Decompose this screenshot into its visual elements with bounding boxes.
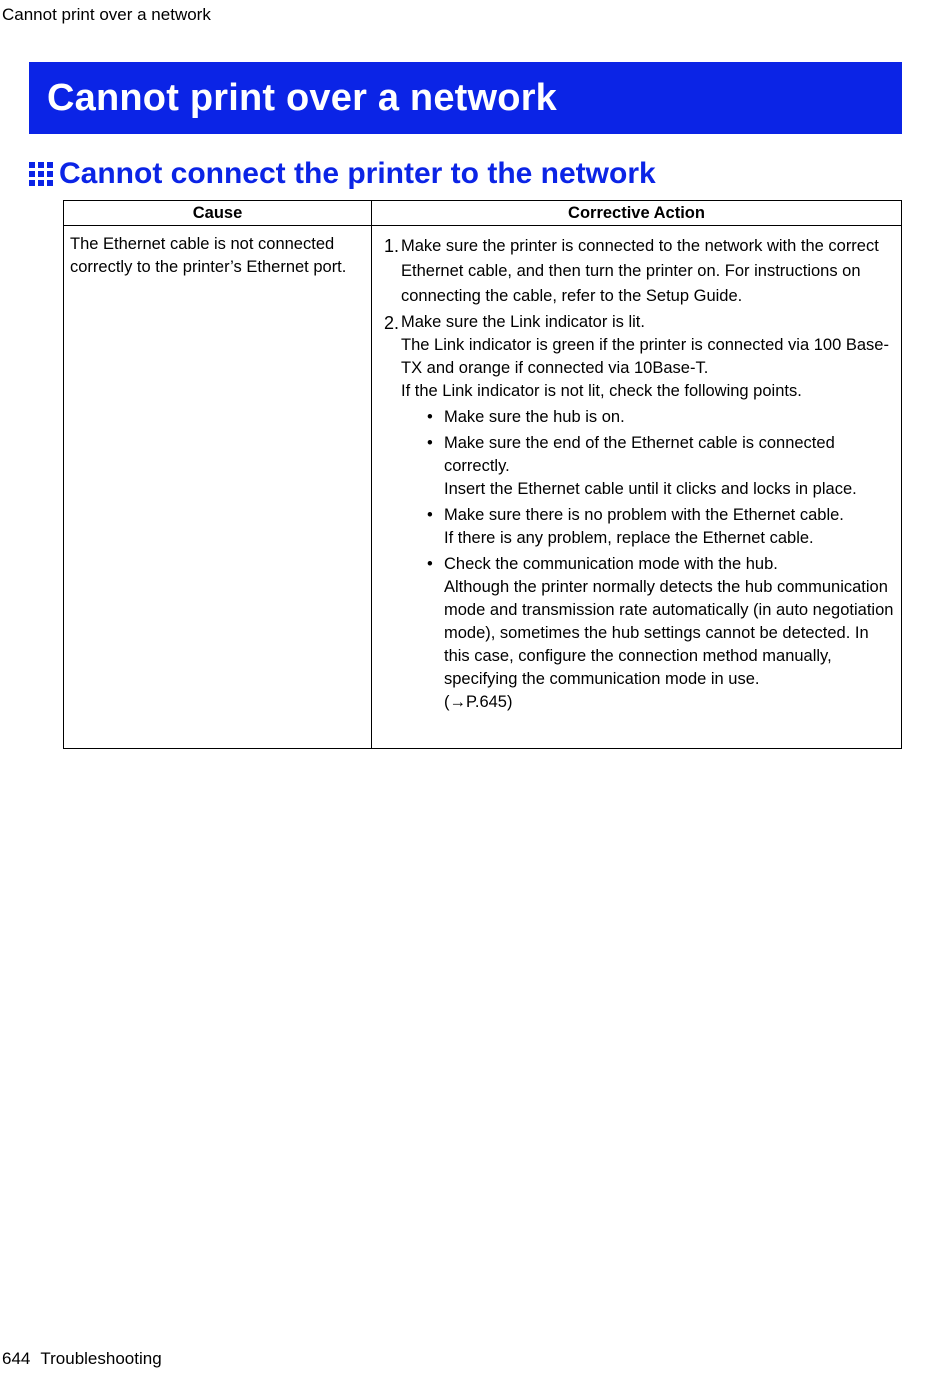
step-1 [384, 234, 895, 309]
list-item: • Make sure there is no problem with the Ethernet cable. If there is any problem, replace the Ethernet cable. [427, 504, 895, 550]
list-item: • Make sure the end of the Ethernet cable is connected correctly. Insert the Ethernet cable until it clicks and locks in place. [427, 432, 895, 501]
check-list [401, 406, 895, 714]
step-detail: The Link indicator is green if the printer is connected via 100 Base-TX and orange if connected via 10Base-T. [401, 336, 889, 377]
page-reference-link[interactable]: (→P.645) [444, 693, 513, 711]
page-title: Cannot print over a network [47, 76, 558, 119]
corrective-action-cell [372, 226, 902, 749]
table-row [64, 226, 902, 749]
list-item-subtext: Although the printer normally detects the hub communication mode and transmission rate automatically (in auto negotiation mode), sometimes the hub settings cannot be detected. In this case, configure the connection method manually, specifying the communication mode in use. [444, 578, 894, 688]
chapter-name: Troubleshooting [40, 1349, 162, 1368]
header-cause: Cause [64, 201, 372, 226]
step-text: Make sure the Link indicator is lit. [401, 313, 645, 331]
step-text: Make sure the printer is connected to the network with the correct Ethernet cable, and then turn the printer on. For instructions on connecting the cable, refer to the Setup Guide. [401, 237, 879, 305]
list-item-text: Check the communication mode with the hub. [444, 555, 778, 573]
list-item-text: Make sure the end of the Ethernet cable is connected correctly. [444, 434, 835, 475]
step-2 [384, 311, 895, 717]
list-item-text: Make sure the hub is on. [444, 408, 625, 426]
page-number: 644 [2, 1349, 31, 1368]
header-corrective-action: Corrective Action [372, 201, 902, 226]
section-heading [29, 156, 656, 192]
title-banner [29, 62, 902, 134]
list-item: • Check the communication mode with the hub. Although the printer normally detects the hub communication mode and transmission rate automatically (in auto negotiation mode), sometimes the hub settings cannot be detected. In this case, configure the connection method manually, specifying the communication mode in use. (→P.645) [427, 553, 895, 714]
running-header: Cannot print over a network [2, 5, 211, 24]
grid-icon [29, 162, 53, 186]
page-footer [2, 1349, 162, 1369]
list-item-subtext: Insert the Ethernet cable until it clicks and locks in place. [444, 480, 857, 498]
list-item-subtext: If there is any problem, replace the Ethernet cable. [444, 529, 814, 547]
list-item: • Make sure the hub is on. [427, 406, 895, 429]
step-detail: If the Link indicator is not lit, check the following points. [401, 382, 802, 400]
table-header-row [64, 201, 902, 226]
cause-cell: The Ethernet cable is not connected correctly to the printer’s Ethernet port. [64, 226, 372, 749]
step-number: 2. [384, 313, 400, 333]
step-number: 1. [384, 236, 400, 256]
troubleshooting-table [63, 200, 902, 749]
section-title: Cannot connect the printer to the network [59, 157, 656, 190]
list-item-text: Make sure there is no problem with the Ethernet cable. [444, 506, 844, 524]
